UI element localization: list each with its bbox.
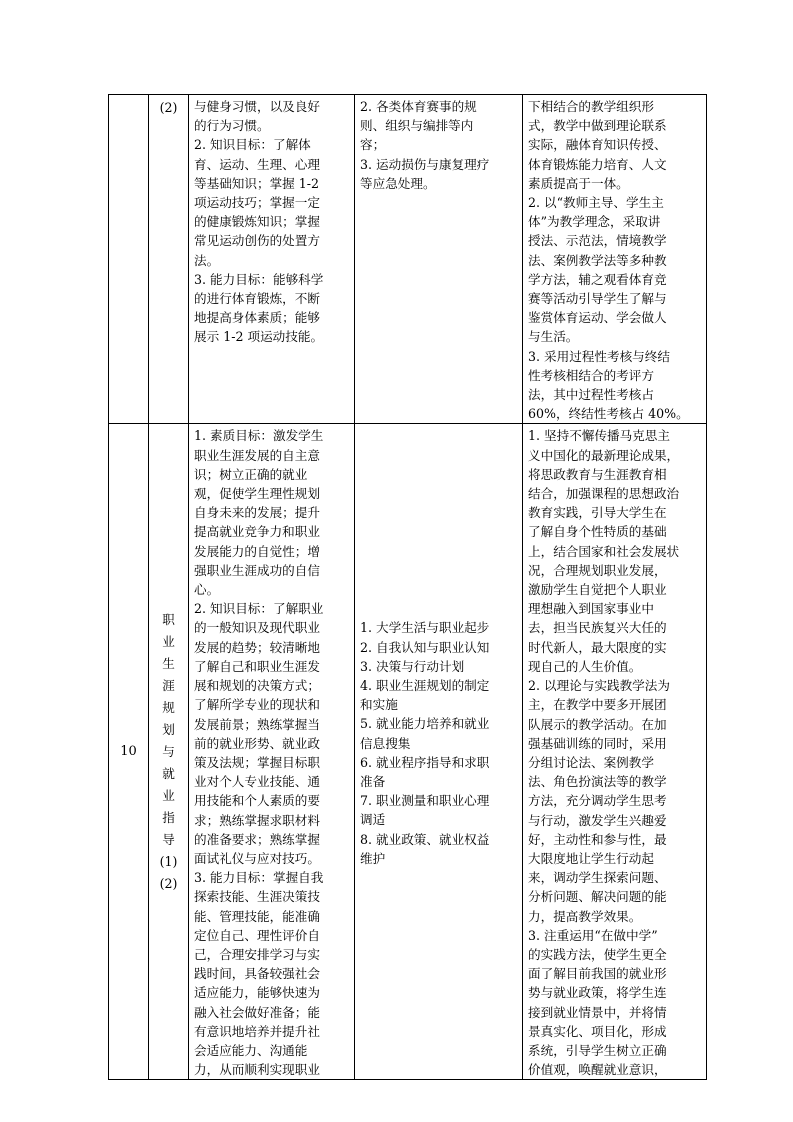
curriculum-table [108,94,707,1080]
methods-cell [523,95,707,424]
table-row [109,424,707,1080]
methods-cell [523,424,707,1080]
row-number [109,95,149,424]
content-text: 2. 各类体育赛事的规 则、组织与编排等内 容； 3. 运动损伤与康复理疗 等应急处理。 [360,99,490,191]
content-text: 1. 大学生活与职业起步 2. 自我认知与职业认知 3. 决策与行动计划 4. 职业生涯规划的制定 和实施 5. 就业能力培养和就业 信息搜集 6. 就业程序指导和求职 准备 7. 职业测量和职业心理 调适 8. 就业政策、就业权益 维护 [360,620,490,866]
objectives-cell [189,95,355,424]
course-name: 职 业 生 涯 规 划 与 就 业 指 导 (1) (2) [149,424,189,1080]
objectives-cell [189,424,355,1080]
objectives-text: 与健身习惯，以及良好 的行为习惯。 2. 知识目标：了解体 育、运动、生理、心理 等基础知识；掌握 1-2 项运动技巧；掌握一定 的健康锻炼知识；掌握 常见运动创伤的处置方 法。 3. 能力目标：能够科学 的进行体育锻炼，不断 地提高身体素质；能够 展示 1-2 项运动技能。 [194,99,324,345]
objectives-text: 1. 素质目标：激发学生 职业生涯发展的自主意 识；树立正确的就业 观，促使学生理性规划 自身未来的发展；提升 提高就业竞争力和职业 发展能力的自觉性；增 强职业生涯成功的自信 心。 2. 知识目标：了解职业 的一般知识及现代职业 发展的趋势；较清晰地 了解自己和职业生涯发 展和规划的决策方式； 了解所学专业的现状和 发展前景；熟练掌握当 前的就业形势、就业政 策及法规；掌握目标职 业对个人专业技能、通 用技能和个人素质的要 求；熟练掌握求职材料 的准备要求；熟练掌握 面试礼仪与应对技巧。 3. 能力目标：掌握自我 探索技能、生涯决策技 能、管理技能，能准确 定位自己、理性评价自 己，合理安排学习与实 践时间，具备较强社会 适应能力，能够快速为 融入社会做好准备；能 有意识地培养并提升社 会适应能力、沟通能 力，从而顺利实现职业 [194,428,324,1078]
content-cell [355,424,523,1080]
content-cell [355,95,523,424]
row-number: 10 [109,424,149,1080]
course-name: (2) [149,95,189,424]
methods-text: 下相结合的教学组织形 式，教学中做到理论联系 实际，融体育知识传授、 体育锻炼能力培育、人文 素质提高于一体。 2. 以“教师主导、学生主 体”为教学理念，采取讲 授法、示范法，情境教学 法、案例教学法等多种教 学方法，辅之观看体育竞 赛等活动引导学生了解与 鉴赏体育运动、学会做人 与生活。 3. 采用过程性考核与终结 性考核相结合的考评方 法，其中过程性考核占 60%，终结性考核占 40%。 [528,99,689,422]
methods-text: 1. 坚持不懈传播马克思主 义中国化的最新理论成果， 将思政教育与生涯教育相 结合，加强课程的思想政治 教育实践，引导大学生在 了解自身个性特质的基础 上，结合国家和社会发展状 况，合理规划职业发展， 激励学生自觉把个人职业 理想融入到国家事业中 去，担当民族复兴大任的 时代新人，最大限度的实 现自己的人生价值。 2. 以理论与实践教学法为 主，在教学中要多开展团 队展示的教学活动。在加 强基础训练的同时，采用 分组讨论法、案例教学 法、角色扮演法等的教学 方法，充分调动学生思考 与行动，激发学生兴趣爱 好，主动性和参与性，最 大限度地让学生行动起 来，调动学生探索问题、 分析问题、解决问题的能 力，提高教学效果。 3. 注重运用“在做中学” 的实践方法，使学生更全 面了解目前我国的就业形 势与就业政策，将学生连 接到就业情景中，并将情 景真实化、项目化，形成 系统，引导学生树立正确 价值观，唤醒就业意识， [528,428,680,1078]
table-row [109,95,707,424]
